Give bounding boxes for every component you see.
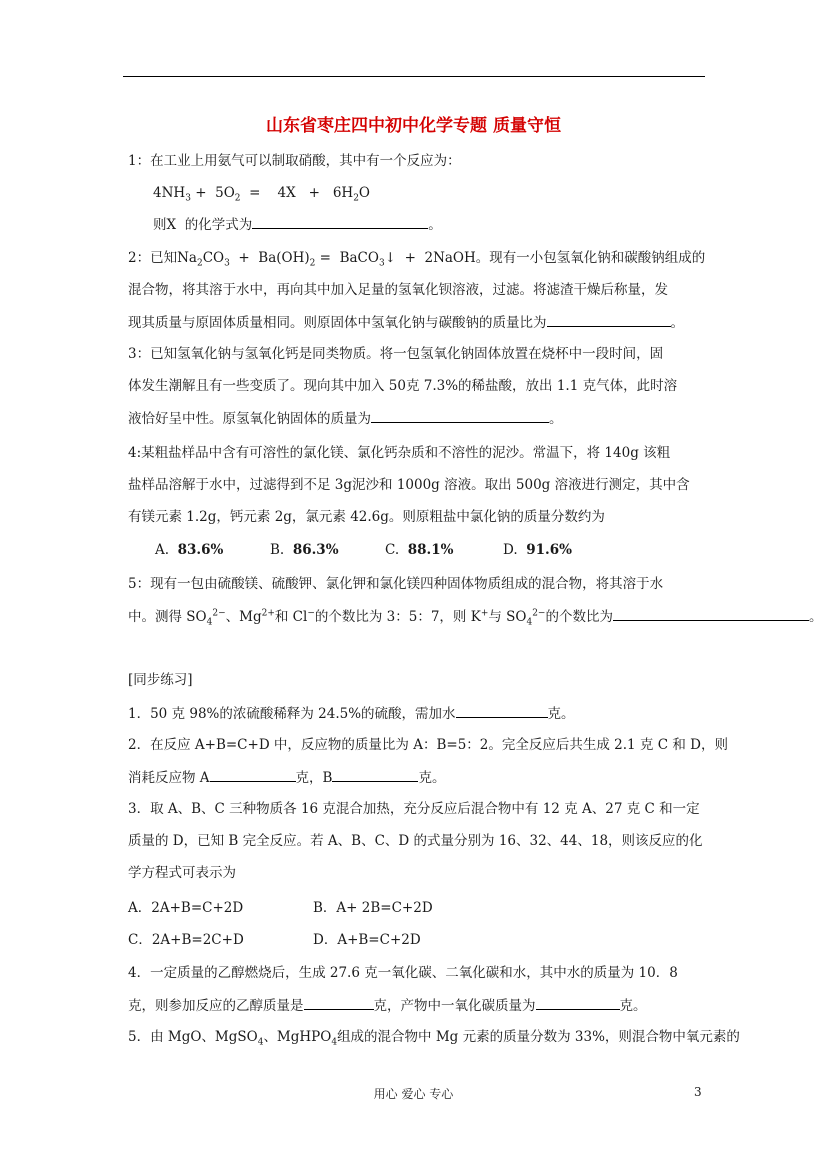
- answer-blank[interactable]: [371, 408, 549, 423]
- practice-3-option-b[interactable]: B．A+ 2B=C+2D: [313, 900, 433, 916]
- q2-line1: 2：已知$Na_2CO_3 + Ba(OH)_2$ = BaCO$_3$↓ + 2NaOH。现有一小包氢氧化钠和碳酸钠组成的: [128, 250, 706, 269]
- header-rule: [123, 76, 705, 77]
- practice-header: [同步练习]: [128, 672, 193, 688]
- q4-option-b[interactable]: B. 86.3%: [270, 542, 339, 558]
- answer-blank[interactable]: [252, 214, 428, 229]
- q4-line2: 盐样品溶解于水中，过滤得到不足 3g泥沙和 1000g 溶液。取出 500g 溶液进行测定，其中含: [128, 477, 690, 493]
- practice-3-line1: 3．取 A、B、C 三种物质各 16 克混合加热，充分反应后混合物中有 12 克 A、27 克 C 和一定: [128, 801, 700, 817]
- q4-option-d[interactable]: D. 91.6%: [503, 542, 572, 558]
- practice-3-option-c[interactable]: C．2A+B=2C+D: [128, 932, 244, 948]
- answer-blank[interactable]: [613, 606, 809, 621]
- answer-blank[interactable]: [456, 703, 548, 718]
- q4-option-c[interactable]: C. 88.1%: [385, 542, 454, 558]
- page-title: 山东省枣庄四中初中化学专题 质量守恒: [266, 116, 561, 136]
- q4-line3: 有镁元素 1.2g，钙元素 2g，氯元素 42.6g。则原粗盐中氯化钠的质量分数约为: [128, 509, 605, 525]
- q5-line1: 5：现有一包由硫酸镁、硫酸钾、氯化钾和氯化镁四种固体物质组成的混合物，将其溶于水: [128, 576, 664, 592]
- q1-equation: $4NH_3 + 5O_2$ = $4X + 6H_2O$: [153, 185, 370, 204]
- answer-blank[interactable]: [210, 767, 296, 782]
- practice-4-line1: 4．一定质量的乙醇燃烧后，生成 27.6 克一氧化碳、二氧化碳和水，其中水的质量为 10．8: [128, 965, 678, 981]
- practice-1: 1．50 克 98%的浓硫酸稀释为 24.5%的硫酸，需加水 克。: [128, 703, 575, 724]
- q3-line3: 液恰好呈中性。原氢氧化钠固体的质量为 。: [128, 408, 563, 429]
- q4-option-a[interactable]: A. 83.6%: [155, 542, 224, 558]
- q5-line2: 中。测得 $SO_4^{2-}$、$Mg^{2+}$和 Cl−的个数比为 3：5：7，则 K+与 $SO_4^{2-}$的个数比为 。: [128, 606, 822, 627]
- practice-3-line2: 质量的 D，已知 B 完全反应。若 A、B、C、D 的式量分别为 16、32、44、18，则该反应的化: [128, 833, 703, 849]
- practice-3-option-a[interactable]: A．2A+B=C+2D: [128, 900, 244, 916]
- answer-blank[interactable]: [536, 995, 620, 1010]
- practice-2-line1: 2．在反应 A+B=C+D 中，反应物的质量比为 A：B=5：2。完全反应后共生成 2.1 克 C 和 D，则: [128, 737, 728, 753]
- answer-blank[interactable]: [304, 995, 374, 1010]
- practice-4-line2: 克，则参加反应的乙醇质量是 克，产物中一氧化碳质量为 克。: [128, 995, 647, 1016]
- q3-line2: 体发生潮解且有一些变质了。现向其中加入 50克 7.3%的稀盐酸，放出 1.1 克气体，此时溶: [128, 378, 678, 394]
- q1-text: 1：在工业上用氨气可以制取硝酸，其中有一个反应为：: [128, 153, 461, 169]
- q2-line3: 现其质量与原固体质量相同。则原固体中氢氧化钠与碳酸钠的质量比为 。: [128, 312, 684, 333]
- answer-blank[interactable]: [547, 312, 671, 327]
- q1-question: 则X 的化学式为 。: [153, 214, 442, 235]
- practice-3-line3: 学方程式可表示为: [128, 865, 236, 881]
- practice-2-line2: 消耗反应物 A 克，B 克。: [128, 767, 445, 788]
- practice-3-option-d[interactable]: D．A+B=C+2D: [313, 932, 421, 948]
- q4-line1: 4:某粗盐样品中含有可溶性的氯化镁、氯化钙杂质和不溶性的泥沙。常温下，将 140g 该粗: [128, 445, 671, 461]
- q3-line1: 3：已知氢氧化钠与氢氧化钙是同类物质。将一包氢氧化钠固体放置在烧杯中一段时间，固: [128, 346, 664, 362]
- practice-5-line1: 5．由 MgO、MgSO$_4$、MgHPO$_4$组成的混合物中 Mg 元素的质量分数为 33%，则混合物中氧元素的: [128, 1029, 740, 1048]
- page-number: 3: [694, 1085, 702, 1099]
- page-footer: 用心 爱心 专心: [373, 1087, 454, 1101]
- q2-line2: 混合物，将其溶于水中，再向其中加入足量的氢氧化钡溶液，过滤。将滤渣干燥后称量，发: [128, 282, 668, 298]
- answer-blank[interactable]: [332, 767, 418, 782]
